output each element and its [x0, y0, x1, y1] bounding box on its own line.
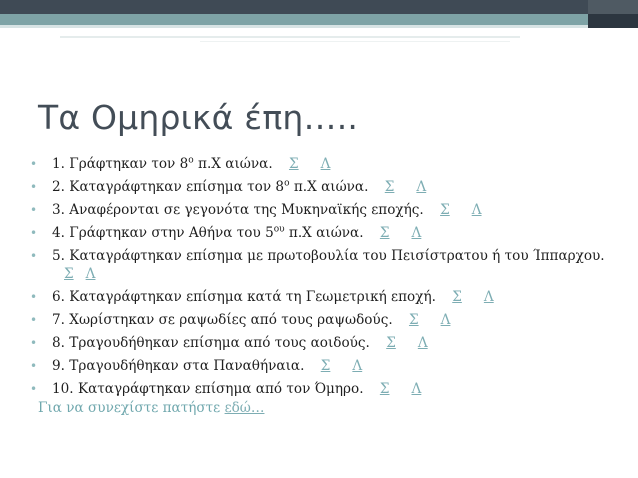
slide-title: Τα Ομηρικά έπη….. [38, 98, 359, 137]
true-link[interactable]: Σ [408, 312, 419, 328]
accent-band-highlight [0, 25, 588, 28]
true-link[interactable]: Σ [64, 266, 74, 282]
statement-item [30, 201, 620, 219]
true-link[interactable]: Σ [320, 358, 331, 374]
statement-item [30, 178, 620, 196]
bullet-icon: • [30, 382, 38, 396]
statement-text-end: π.Χ αιώνα. [284, 225, 364, 241]
true-link[interactable]: Σ [288, 156, 299, 172]
statement-text: 3. Αναφέρονται σε γεγονότα της Μυκηναϊκής εποχής. [52, 202, 424, 218]
statement-item [30, 311, 620, 329]
false-link[interactable]: Λ [483, 289, 494, 305]
false-link[interactable]: Λ [416, 179, 427, 195]
statement-item [30, 155, 620, 173]
statement-text: 5. Καταγράφτηκαν επίσημα με πρωτοβουλία του Πεισίστρατου ή του Ίππαρχου. [52, 248, 605, 264]
bullet-icon: • [30, 359, 38, 373]
accent-band [0, 14, 588, 28]
statement-text-end: π.Χ αιώνα. [193, 156, 273, 172]
bullet-icon: • [30, 313, 38, 327]
statement-text: 9. Τραγουδήθηκαν στα Παναθήναια. [52, 358, 305, 374]
statement-text-end: π.Χ αιώνα. [289, 179, 369, 195]
continue-link[interactable]: εδώ… [224, 400, 265, 416]
true-link[interactable]: Σ [379, 381, 390, 397]
statement-superscript: ο [284, 178, 290, 189]
bullet-icon: • [30, 226, 38, 240]
bullet-icon: • [30, 290, 38, 304]
false-link[interactable]: Λ [440, 312, 451, 328]
header-band-right [588, 0, 638, 14]
bullet-icon: • [30, 336, 38, 350]
statement-text: 10. Καταγράφτηκαν επίσημα από τον Όμηρο. [52, 381, 364, 397]
continue-prompt [38, 400, 264, 416]
false-link[interactable]: Λ [352, 358, 363, 374]
decorative-line-secondary [200, 41, 510, 42]
bullet-icon: • [30, 203, 38, 217]
statement-item [30, 334, 620, 352]
bullet-icon: • [30, 249, 38, 263]
true-link[interactable]: Σ [440, 202, 450, 218]
statement-text: 8. Τραγουδήθηκαν επίσημα από τους αοιδούς. [52, 335, 370, 351]
statement-text: 7. Χωρίστηκαν σε ραψωδίες από τους ραψωδούς. [52, 312, 393, 328]
false-link[interactable]: Λ [411, 381, 422, 397]
statement-text: 1. Γράφτηκαν τον 8 [52, 156, 189, 172]
bullet-icon: • [30, 180, 38, 194]
header-band [0, 0, 638, 14]
statement-text: 4. Γράφτηκαν στην Αθήνα του 5 [52, 225, 274, 241]
bullet-icon: • [30, 157, 38, 171]
statement-text: 2. Καταγράφτηκαν επίσημα τον 8 [52, 179, 285, 195]
statement-superscript: ου [273, 224, 285, 235]
statement-superscript: ο [188, 155, 194, 166]
accent-corner-block [588, 14, 638, 28]
statement-item [30, 224, 620, 242]
false-link[interactable]: Λ [320, 156, 331, 172]
continue-text: Για να συνεχίστε πατήστε [38, 400, 225, 416]
statement-text: 6. Καταγράφτηκαν επίσημα κατά τη Γεωμετρική εποχή. [52, 289, 436, 305]
true-link[interactable]: Σ [384, 179, 395, 195]
false-link[interactable]: Λ [417, 335, 428, 351]
statement-item [30, 288, 620, 306]
statement-item [30, 357, 620, 375]
false-link[interactable]: Λ [85, 266, 96, 282]
true-link[interactable]: Σ [386, 335, 396, 351]
statement-item [30, 380, 620, 398]
statement-item [30, 247, 620, 283]
true-link[interactable]: Σ [452, 289, 462, 305]
decorative-line [60, 36, 520, 38]
false-link[interactable]: Λ [471, 202, 482, 218]
true-link[interactable]: Σ [379, 225, 390, 241]
statement-list [30, 155, 620, 403]
false-link[interactable]: Λ [411, 225, 422, 241]
